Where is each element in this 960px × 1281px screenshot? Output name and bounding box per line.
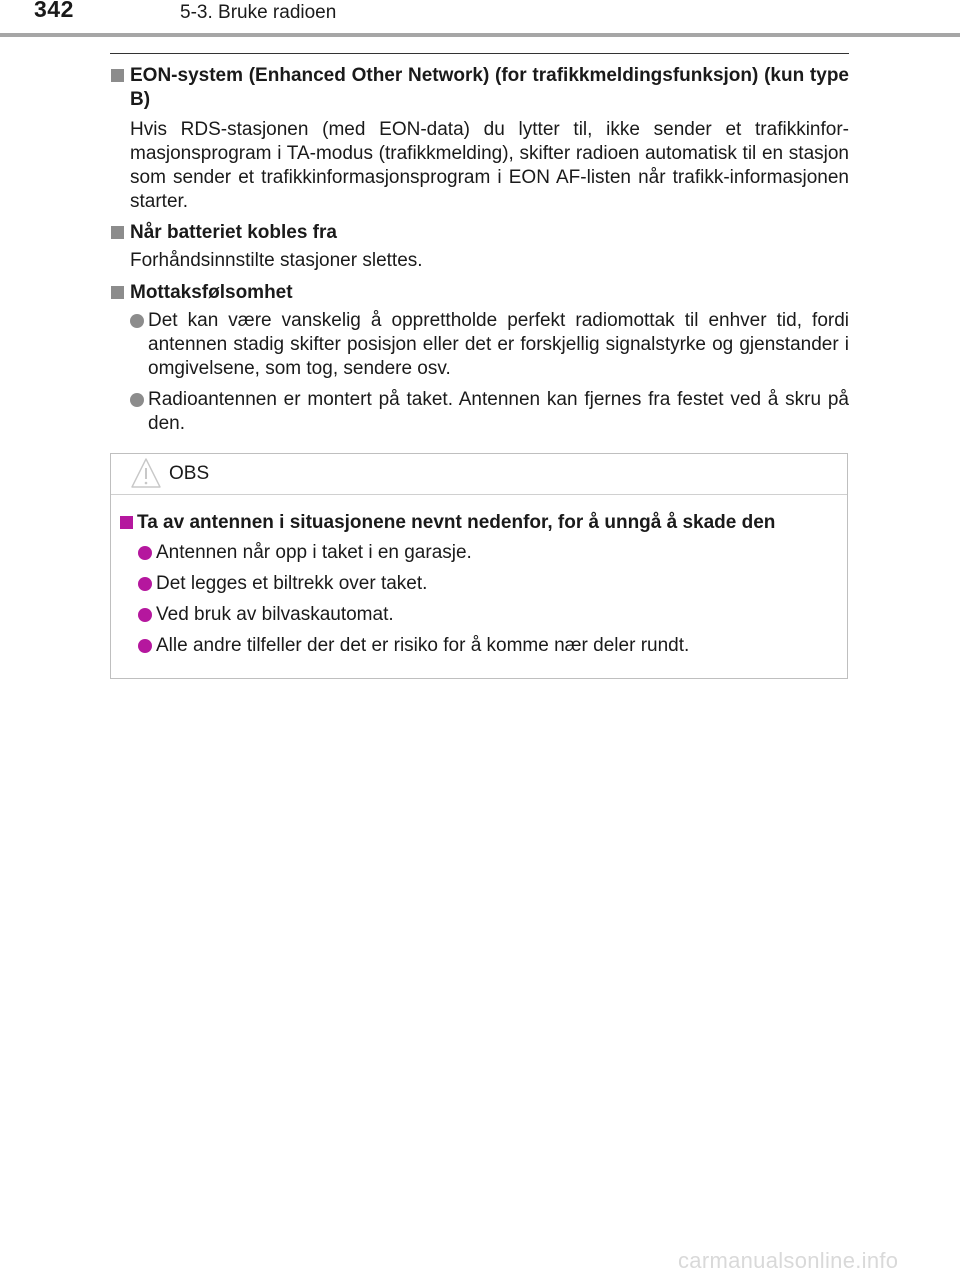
section-body: Hvis RDS-stasjonen (med EON-data) du lytter til, ikke sender et trafikkinfor-masjonsprogram i TA-modus (trafikkmelding), skifter radioen automatisk til en stasjon som sender et trafikkinformasjonsprogram i EON AF-listen når trafikk-informasjonen starter.: [130, 119, 849, 212]
section-heading: [110, 281, 849, 305]
page-number: 342: [34, 0, 74, 22]
list-item-text: Det legges et biltrekk over taket.: [156, 573, 428, 594]
watermark-link[interactable]: carmanualsonline.info: [678, 1248, 899, 1273]
section-reception: [110, 281, 849, 436]
square-bullet-icon: [120, 516, 133, 529]
list-item: [110, 388, 849, 436]
main-content: [110, 53, 849, 436]
section-battery: [110, 221, 849, 273]
circle-bullet-icon: [130, 393, 144, 407]
circle-bullet-icon: [138, 577, 152, 591]
caution-header: [111, 454, 847, 495]
caution-label: OBS: [169, 463, 210, 484]
section-heading-text: Mottaksfølsomhet: [130, 282, 293, 303]
section-heading: [110, 221, 849, 245]
caution-heading-text: Ta av antennen i situasjonene nevnt nedenfor, for å unngå å skade den: [137, 512, 776, 533]
list-item: [110, 309, 849, 381]
section-heading-text: EON-system (Enhanced Other Network) (for trafikkmeldingsfunksjon) (kun type B): [130, 65, 849, 110]
caution-box: [110, 453, 848, 679]
list-item: [119, 541, 847, 565]
section-heading: [110, 64, 849, 112]
square-bullet-icon: [111, 286, 124, 299]
section-title: 5-3. Bruke radioen: [180, 2, 337, 23]
list-item-text: Ved bruk av bilvaskautomat.: [156, 604, 394, 625]
list-item-text: Radioantennen er montert på taket. Antennen kan fjernes fra festet ved å skru på den.: [148, 389, 849, 434]
list-item-text: Alle andre tilfeller der det er risiko for å komme nær deler rundt.: [156, 635, 690, 656]
section-eon: [110, 64, 849, 214]
circle-bullet-icon: [138, 546, 152, 560]
caution-body: [111, 495, 847, 658]
section-heading-text: Når batteriet kobles fra: [130, 222, 337, 243]
list-item: [119, 634, 847, 658]
list-item: [119, 603, 847, 627]
circle-bullet-icon: [138, 639, 152, 653]
square-bullet-icon: [111, 226, 124, 239]
square-bullet-icon: [111, 69, 124, 82]
circle-bullet-icon: [130, 314, 144, 328]
circle-bullet-icon: [138, 608, 152, 622]
caution-heading: [119, 511, 847, 535]
list-item-text: Antennen når opp i taket i en garasje.: [156, 542, 472, 563]
list-item-text: Det kan være vanskelig å opprettholde perfekt radiomottak til enhver tid, fordi antennen stadig skifter posisjon eller det er forskjellig signalstyrke og gjenstander i omgivelsene, som tog, sendere osv.: [148, 310, 849, 379]
list-item: [119, 572, 847, 596]
section-body: Forhåndsinnstilte stasjoner slettes.: [130, 250, 423, 271]
header-rule: [0, 33, 960, 37]
warning-triangle-icon: [129, 456, 163, 490]
